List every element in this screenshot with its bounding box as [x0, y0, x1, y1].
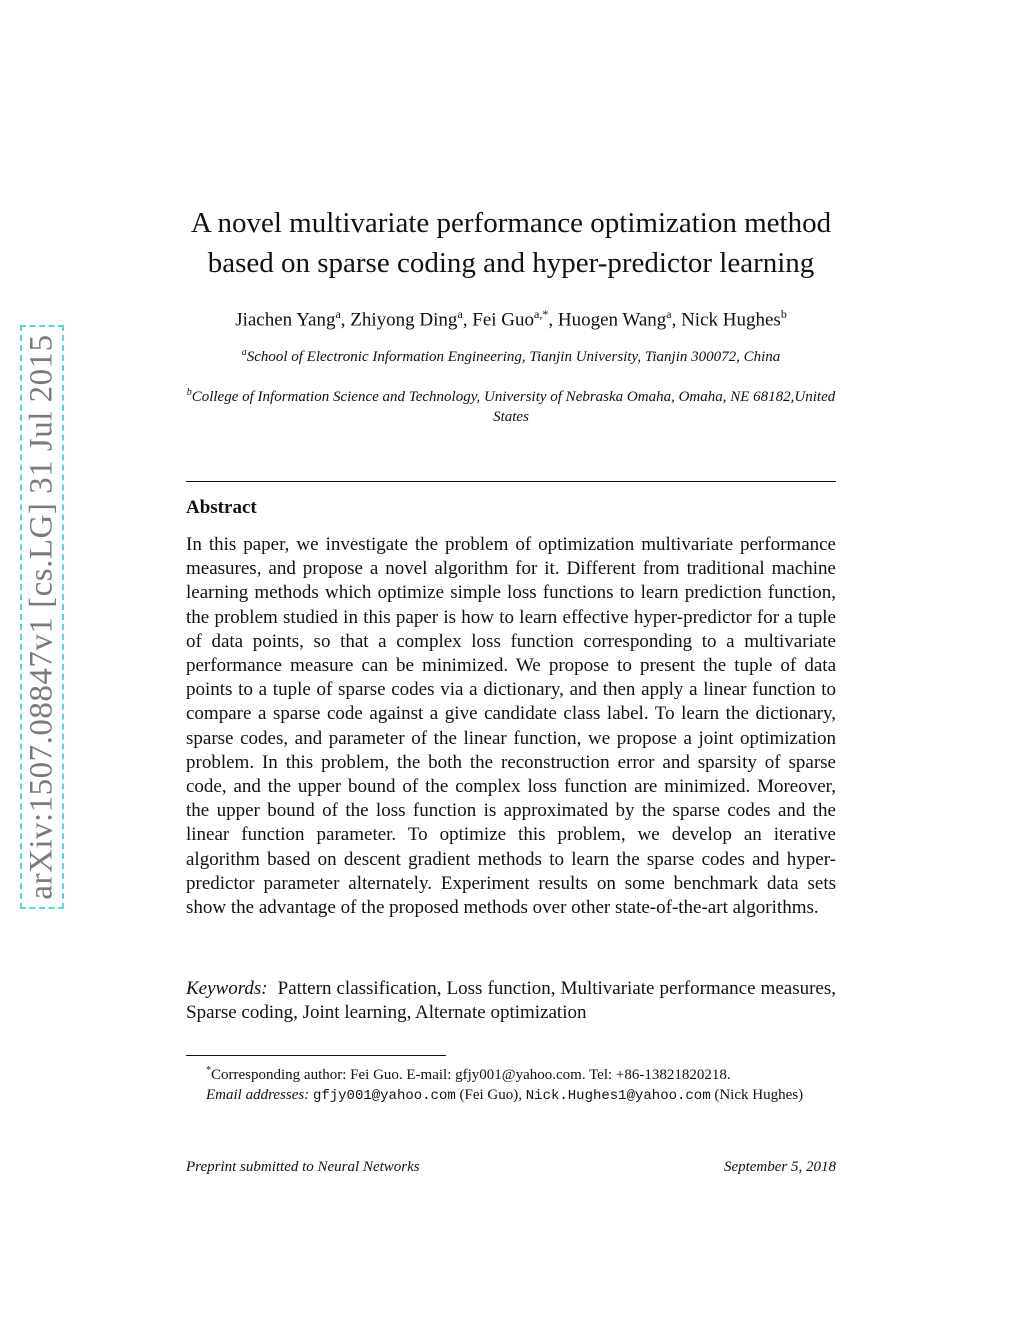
email-addresses-label: Email addresses:: [206, 1087, 310, 1103]
author-affiliation-marker: b: [780, 307, 787, 321]
author-affiliation-marker: a,*: [534, 307, 549, 321]
page-footer: [186, 1159, 836, 1176]
author-name: Nick Hughes: [681, 309, 781, 331]
section-divider: [186, 481, 836, 482]
abstract-heading: Abstract: [186, 497, 257, 518]
arxiv-stamp: [20, 325, 64, 909]
author-separator: ,: [340, 309, 351, 331]
author-separator: ,: [671, 309, 682, 331]
author-separator: ,: [462, 309, 473, 331]
affiliation-a: [180, 343, 842, 367]
keywords-text: Pattern classification, Loss function, Multivariate performance measures, Sparse coding, Joint learning, Alternate optimization: [186, 978, 836, 1024]
affiliation-marker: a: [241, 347, 247, 358]
arxiv-identifier: arXiv:1507.08847v1 [cs.LG] 31 Jul 2015: [23, 334, 60, 900]
footnotes: [186, 1061, 836, 1106]
author-name: Zhiyong Ding: [350, 309, 458, 331]
footer-date: September 5, 2018: [723, 1159, 836, 1175]
paper-title: [150, 203, 872, 283]
email-owner-1: (Fei Guo),: [455, 1087, 526, 1103]
author-name: Jiachen Yang: [235, 309, 336, 331]
footnote-divider: [186, 1055, 446, 1056]
author-affiliation-marker: a: [666, 307, 672, 321]
author-affiliation-marker: a: [457, 307, 463, 321]
corresponding-author-note: [186, 1061, 836, 1085]
affiliation-marker: b: [186, 387, 192, 398]
affiliation-b: [180, 383, 842, 427]
author-separator: ,: [548, 309, 558, 331]
author-list: [150, 302, 872, 332]
corresponding-author-text: Corresponding author: Fei Guo. E-mail: gfjy001@yahoo.com. Tel: +86-13821820218.: [211, 1067, 731, 1083]
email-link-2[interactable]: Nick.Hughes1@yahoo.com: [525, 1088, 711, 1104]
author-name: Fei Guo: [472, 309, 535, 331]
title-line-2: based on sparse coding and hyper-predictor learning: [207, 247, 815, 279]
abstract-body: In this paper, we investigate the problem of optimization multivariate performance measures, and propose a novel algorithm for it. Different from traditional machine learning methods which optimize simple loss functions to learn prediction function, the problem studied in this paper is how to learn effective hyper-predictor for a tuple of data points, so that a complex loss function corresponding to a multivariate performance measure can be minimized. We propose to present the tuple of data points to a tuple of sparse codes via a dictionary, and then apply a linear function to compare a sparse code against a give candidate class label. To learn the dictionary, sparse codes, and parameter of the linear function, we propose a joint optimization problem. In this problem, the both the reconstruction error and sparsity of sparse code, and the upper bound of the complex loss function are minimized. Moreover, the upper bound of the loss function is approximated by the sparse codes and the linear function parameter. To optimize this problem, we develop an iterative algorithm based on descent gradient methods to learn the sparse codes and hyper-predictor parameter alternately. Experiment results on some benchmark data sets show the advantage of the proposed methods over other state-of-the-art algorithms.: [186, 534, 836, 919]
footer-submission-note: Preprint submitted to Neural Networks: [186, 1159, 420, 1175]
affiliation-text: College of Information Science and Technology, University of Nebraska Omaha, Omaha, NE 68182,United States: [191, 389, 836, 425]
title-line-1: A novel multivariate performance optimization method: [190, 207, 832, 239]
author-name: Huogen Wang: [557, 309, 667, 331]
email-link-1[interactable]: gfjy001@yahoo.com: [312, 1088, 456, 1104]
email-owner-2: (Nick Hughes): [710, 1087, 804, 1103]
affiliation-text: School of Electronic Information Engineering, Tianjin University, Tianjin 300072, China: [246, 349, 781, 365]
author-affiliation-marker: a: [335, 307, 341, 321]
email-addresses-note: [186, 1085, 836, 1106]
footnote-marker: *: [206, 1065, 211, 1076]
keywords: [186, 977, 836, 1025]
keywords-label: Keywords:: [186, 978, 268, 999]
